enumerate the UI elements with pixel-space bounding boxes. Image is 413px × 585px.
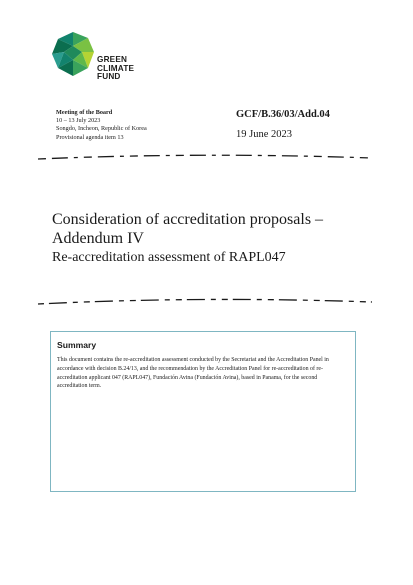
gcf-logo	[50, 30, 150, 92]
logo-line: GREEN	[97, 55, 128, 64]
document-id: GCF/B.36/03/Add.04	[236, 109, 330, 120]
meeting-info	[56, 109, 147, 142]
summary-text: This document contains the re-accreditation assessment conducted by the Secretariat and the Accreditation Panel in accordance with decision B.24/13, and the recommendation by the Accreditation Panel for re-accreditation of re-accreditation applicant 047 (RAPL047), Fundación Avina (Fundación Avina), based in Panama, for the second accreditation term.	[57, 357, 329, 390]
gcf-logo-mark	[50, 30, 96, 78]
document-title: Consideration of accreditation proposals – Addendum IV	[52, 211, 324, 247]
logo-line: CLIMATE	[97, 63, 135, 73]
summary-heading: Summary	[57, 340, 97, 350]
logo-wordmark	[97, 56, 134, 82]
wave-divider-bottom	[0, 294, 413, 308]
meeting-agenda: Provisional agenda item 13	[56, 133, 124, 141]
document-date: 19 June 2023	[236, 129, 292, 140]
summary-box	[50, 331, 356, 492]
meeting-dates: 10 – 13 July 2023	[56, 117, 101, 125]
meeting-title: Meeting of the Board	[56, 109, 113, 116]
wave-divider-top	[0, 148, 413, 162]
document-subtitle: Re-accreditation assessment of RAPL047	[52, 250, 286, 265]
meeting-location: Songdo, Incheon, Republic of Korea	[56, 125, 147, 133]
logo-line: FUND	[97, 72, 121, 82]
